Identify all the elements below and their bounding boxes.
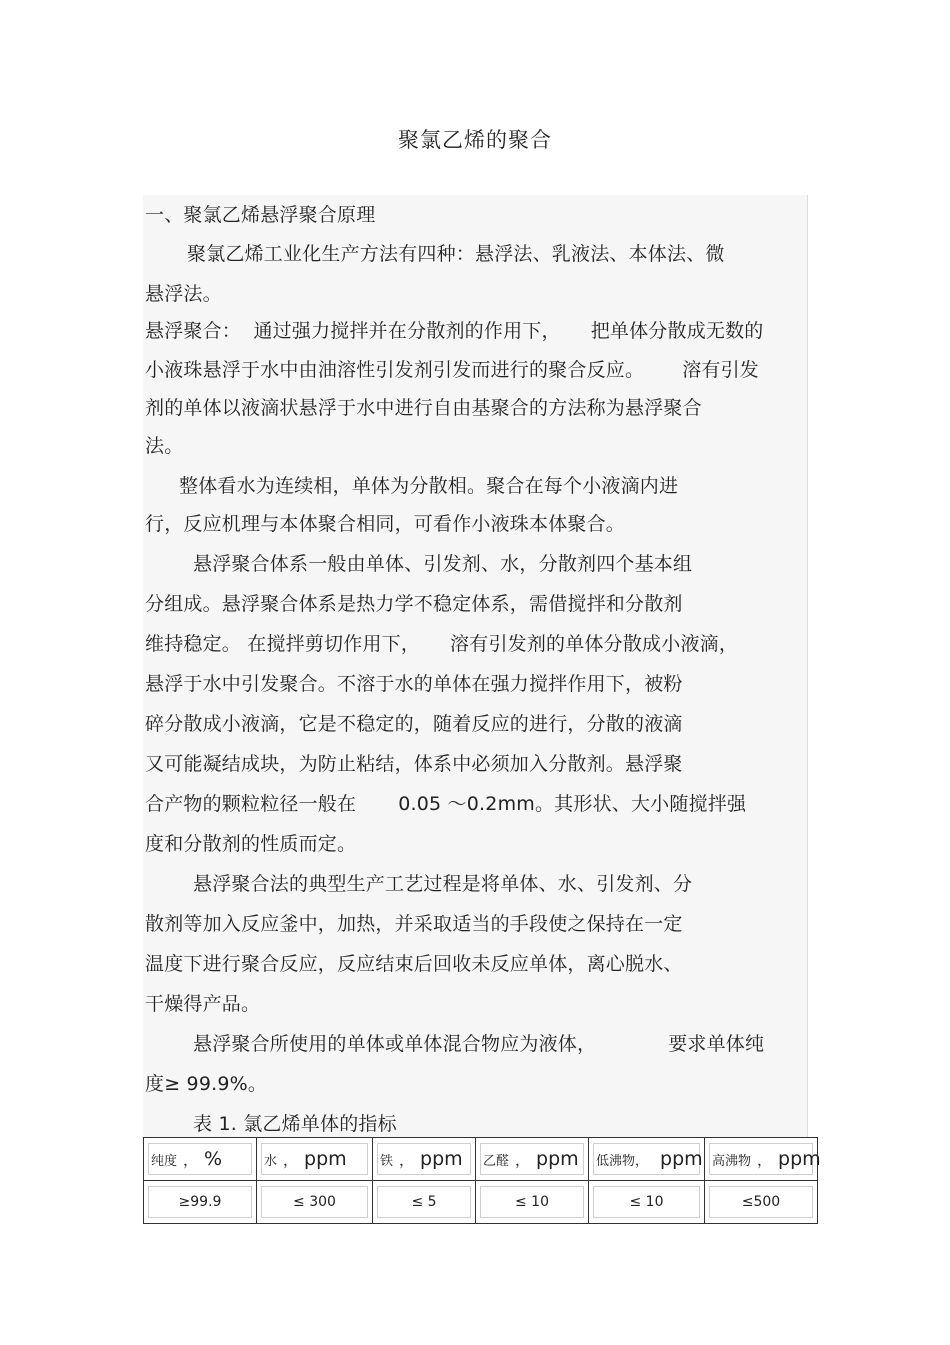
header-separator: ，	[183, 1150, 199, 1169]
text-line	[145, 319, 764, 343]
text-line-main: 剂的单体以液滴状悬浮于水中进行自由基聚合的方法称为悬浮聚合	[145, 397, 702, 419]
text-line	[187, 242, 725, 266]
text-line-main: 维持稳定。 在搅拌剪切作用下，	[145, 633, 421, 655]
text-line-main: 聚氯乙烯工业化生产方法有四种：悬浮法、乳液法、本体法、微	[187, 243, 725, 265]
text-line	[145, 396, 702, 420]
text-line-main: 又可能凝结成块，为防止粘结，体系中必须加入分散剂。悬浮聚	[145, 753, 683, 775]
header-name: 乙醛	[483, 1153, 510, 1169]
text-line-tail: 溶有引发剂的单体分散成小液滴，	[450, 633, 739, 655]
table-cell	[373, 1181, 476, 1224]
text-line	[145, 952, 683, 976]
header-unit: ppm	[304, 1148, 347, 1170]
cell-value: ≤500	[709, 1186, 813, 1218]
cell-value: ≤ 10	[593, 1186, 700, 1218]
text-line-tail: 要求单体纯	[668, 1033, 765, 1055]
table-cell	[144, 1181, 257, 1224]
text-line-main: 悬浮聚合： 通过强力搅拌并在分散剂的作用下，	[145, 320, 561, 342]
text-line-tail: 0.05 ～0.2mm。其形状、大小随搅拌强	[398, 793, 747, 815]
table-header-cell	[476, 1138, 589, 1181]
text-line-tail: 溶有引发	[682, 359, 760, 381]
text-line	[193, 872, 692, 896]
text-line	[145, 992, 260, 1016]
text-line-main: 散剂等加入反应釜中，加热，并采取适当的手段使之保持在一定	[145, 913, 683, 935]
header-name: 高沸物	[712, 1153, 752, 1169]
header-unit: ppm	[420, 1148, 463, 1170]
text-line	[193, 552, 692, 576]
table-header-cell	[705, 1138, 821, 1181]
text-line-main: 碎分散成小液滴，它是不稳定的，随着反应的进行，分散的液滴	[145, 713, 683, 735]
cell-value: ≤ 300	[261, 1186, 368, 1218]
text-line	[145, 434, 183, 458]
text-line	[145, 1072, 267, 1096]
cell-value: ≤ 10	[480, 1186, 584, 1218]
table-header-cell	[373, 1138, 476, 1181]
header-separator: ，	[283, 1150, 299, 1169]
text-line	[193, 1032, 764, 1056]
table-cell	[705, 1181, 818, 1224]
text-line-main: 温度下进行聚合反应，反应结束后回收未反应单体，离心脱水、	[145, 953, 683, 975]
text-line-main: 度和分散剂的性质而定。	[145, 833, 357, 855]
text-line-main: 法。	[145, 435, 184, 457]
text-line-main: 干燥得产品。	[145, 993, 261, 1015]
text-line-main: 小液珠悬浮于水中由油溶性引发剂引发而进行的聚合反应。	[145, 359, 645, 381]
page-title: 聚氯乙烯的聚合	[398, 128, 552, 152]
table-cell	[257, 1181, 373, 1224]
text-line	[145, 358, 759, 382]
text-line-main: 悬浮聚合法的典型生产工艺过程是将单体、水、引发剂、分	[193, 873, 693, 895]
text-line	[145, 672, 683, 696]
header-unit: ppm	[778, 1148, 821, 1170]
header-separator: ，	[515, 1150, 531, 1169]
table-header-cell	[257, 1138, 373, 1181]
text-line-main: 合产物的颗粒粒径一般在	[145, 793, 357, 815]
text-line	[145, 752, 683, 776]
text-line-main: 表 1. 氯乙烯单体的指标	[193, 1113, 397, 1135]
text-line-main: 行，反应机理与本体聚合相同，可看作小液珠本体聚合。	[145, 513, 626, 535]
text-line	[145, 282, 222, 306]
text-line-main: 悬浮于水中引发聚合。不溶于水的单体在强力搅拌作用下，被粉	[145, 673, 683, 695]
text-line-main: 分组成。悬浮聚合体系是热力学不稳定体系，需借搅拌和分散剂	[145, 593, 683, 615]
table-header-row	[144, 1138, 818, 1181]
header-unit: ppm	[660, 1148, 703, 1170]
text-line	[145, 592, 683, 616]
cell-value: ≥99.9	[148, 1186, 252, 1218]
table-cell	[476, 1181, 589, 1224]
text-line-main: 悬浮法。	[145, 283, 222, 305]
text-line	[145, 512, 625, 536]
text-line-tail: 把单体分散成无数的	[590, 320, 764, 342]
text-line-main: 悬浮聚合所使用的单体或单体混合物应为液体，	[193, 1033, 597, 1055]
text-line	[145, 832, 356, 856]
text-line-main: 悬浮聚合体系一般由单体、引发剂、水，分散剂四个基本组	[193, 553, 693, 575]
header-separator: ，	[399, 1150, 415, 1169]
table-header-cell	[589, 1138, 705, 1181]
table-row	[144, 1181, 818, 1224]
table-header-cell	[144, 1138, 257, 1181]
text-line	[145, 632, 738, 656]
text-line	[145, 203, 375, 227]
header-unit: ppm	[536, 1148, 579, 1170]
header-name: 铁	[380, 1153, 394, 1169]
text-line	[145, 792, 746, 816]
text-line	[145, 712, 683, 736]
header-name: 纯度	[151, 1153, 178, 1169]
vcm-spec-table	[143, 1137, 821, 1224]
text-line-main: 度≥ 99.9%。	[145, 1073, 268, 1095]
text-line	[193, 1112, 397, 1136]
header-name: 低沸物，	[596, 1153, 649, 1169]
text-line-main: 整体看水为连续相，单体为分散相。聚合在每个小液滴内进	[179, 475, 679, 497]
header-separator: ，	[757, 1150, 773, 1169]
text-line	[145, 912, 683, 936]
table-cell	[589, 1181, 705, 1224]
cell-value: ≤ 5	[377, 1186, 471, 1218]
header-unit: %	[204, 1148, 223, 1170]
header-name: 水	[264, 1153, 278, 1169]
text-line	[179, 474, 678, 498]
text-line-main: 一、聚氯乙烯悬浮聚合原理	[145, 204, 376, 226]
